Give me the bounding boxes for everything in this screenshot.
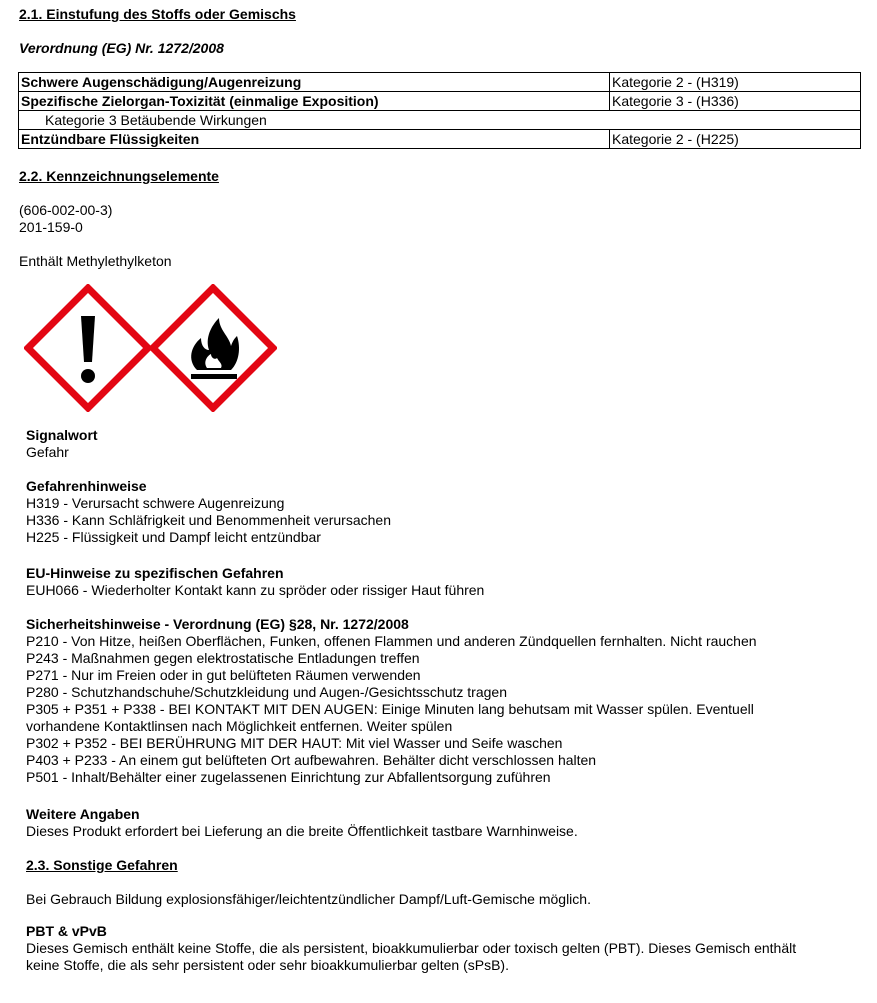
hazard-category: Kategorie 2 - (H225) bbox=[610, 130, 861, 149]
section-2-3-heading: 2.3. Sonstige Gefahren bbox=[26, 857, 178, 873]
list-item: P280 - Schutzhandschuhe/Schutzkleidung und Augen-/Gesichtsschutz tragen bbox=[26, 684, 507, 700]
hazard-block bbox=[26, 478, 861, 546]
section-2-2-heading: 2.2. Kennzeichnungselemente bbox=[19, 168, 219, 184]
pbt-title: PBT & vPvB bbox=[26, 923, 107, 939]
ec-number: 201-159-0 bbox=[19, 219, 83, 235]
further-text: Dieses Produkt erfordert bei Lieferung an die breite Öffentlichkeit tastbare Warnhinweise. bbox=[26, 823, 578, 839]
hazard-class: Entzündbare Flüssigkeiten bbox=[19, 130, 610, 149]
precaution-block bbox=[26, 616, 861, 786]
list-item: EUH066 - Wiederholter Kontakt kann zu spröder oder rissiger Haut führen bbox=[26, 582, 485, 598]
contains-text: Enthält Methylethylketon bbox=[19, 253, 172, 269]
table-row bbox=[19, 130, 861, 149]
exclamation-mark-icon bbox=[24, 284, 152, 415]
flame-icon bbox=[149, 284, 277, 415]
hazard-title: Gefahrenhinweise bbox=[26, 478, 147, 494]
signal-block bbox=[26, 427, 861, 461]
signal-title: Signalwort bbox=[26, 427, 98, 443]
index-number: (606-002-00-3) bbox=[19, 202, 113, 218]
pbt-line: Dieses Gemisch enthält keine Stoffe, die als persistent, bioakkumulierbar oder toxisch gelten (PBT). Dieses Gemisch enthält bbox=[26, 940, 797, 956]
list-item: H319 - Verursacht schwere Augenreizung bbox=[26, 495, 285, 511]
list-item: H225 - Flüssigkeit und Dampf leicht entzündbar bbox=[26, 529, 321, 545]
signal-word: Gefahr bbox=[26, 444, 69, 460]
list-item: P501 - Inhalt/Behälter einer zugelassenen Einrichtung zur Abfallentsorgung zuführen bbox=[26, 769, 551, 785]
hazard-class: Schwere Augenschädigung/Augenreizung bbox=[19, 73, 610, 92]
pbt-block bbox=[26, 923, 861, 974]
list-item: P305 + P351 + P338 - BEI KONTAKT MIT DEN AUGEN: Einige Minuten lang behutsam mit Wasser spülen. Eventuell bbox=[26, 701, 754, 717]
table-row bbox=[19, 111, 861, 130]
eu-title: EU-Hinweise zu spezifischen Gefahren bbox=[26, 565, 284, 581]
hazard-category: Kategorie 3 - (H336) bbox=[610, 92, 861, 111]
table-row bbox=[19, 73, 861, 92]
precaution-title: Sicherheitshinweise - Verordnung (EG) §28, Nr. 1272/2008 bbox=[26, 616, 409, 632]
further-block bbox=[26, 806, 861, 840]
table-row bbox=[19, 92, 861, 111]
list-item: P302 + P352 - BEI BERÜHRUNG MIT DER HAUT: Mit viel Wasser und Seife waschen bbox=[26, 735, 563, 751]
list-item: P271 - Nur im Freien oder in gut belüfteten Räumen verwenden bbox=[26, 667, 421, 683]
list-item: vorhandene Kontaktlinsen nach Möglichkeit entfernen. Weiter spülen bbox=[26, 718, 453, 734]
list-item: P243 - Maßnahmen gegen elektrostatische Entladungen treffen bbox=[26, 650, 420, 666]
section-2-1-heading: 2.1. Einstufung des Stoffs oder Gemischs bbox=[19, 6, 296, 22]
list-item: P210 - Von Hitze, heißen Oberflächen, Funken, offenen Flammen und anderen Zündquellen fernhalten. Nicht rauchen bbox=[26, 633, 757, 649]
list-item: H336 - Kann Schläfrigkeit und Benommenheit verursachen bbox=[26, 512, 391, 528]
list-item: P403 + P233 - An einem gut belüfteten Ort aufbewahren. Behälter dicht verschlossen halten bbox=[26, 752, 597, 768]
hazard-category: Kategorie 2 - (H319) bbox=[610, 73, 861, 92]
other-hazards-text: Bei Gebrauch Bildung explosionsfähiger/leichtentzündlicher Dampf/Luft-Gemische möglich. bbox=[26, 891, 591, 907]
classification-table bbox=[18, 72, 861, 149]
hazard-subcategory: Kategorie 3 Betäubende Wirkungen bbox=[19, 111, 861, 130]
regulation-title: Verordnung (EG) Nr. 1272/2008 bbox=[19, 40, 224, 56]
pbt-line: keine Stoffe, die als sehr persistent oder sehr bioakkumulierbar gelten (sPsB). bbox=[26, 957, 509, 973]
further-title: Weitere Angaben bbox=[26, 806, 140, 822]
eu-block bbox=[26, 565, 861, 599]
hazard-class: Spezifische Zielorgan-Toxizität (einmalige Exposition) bbox=[19, 92, 610, 111]
